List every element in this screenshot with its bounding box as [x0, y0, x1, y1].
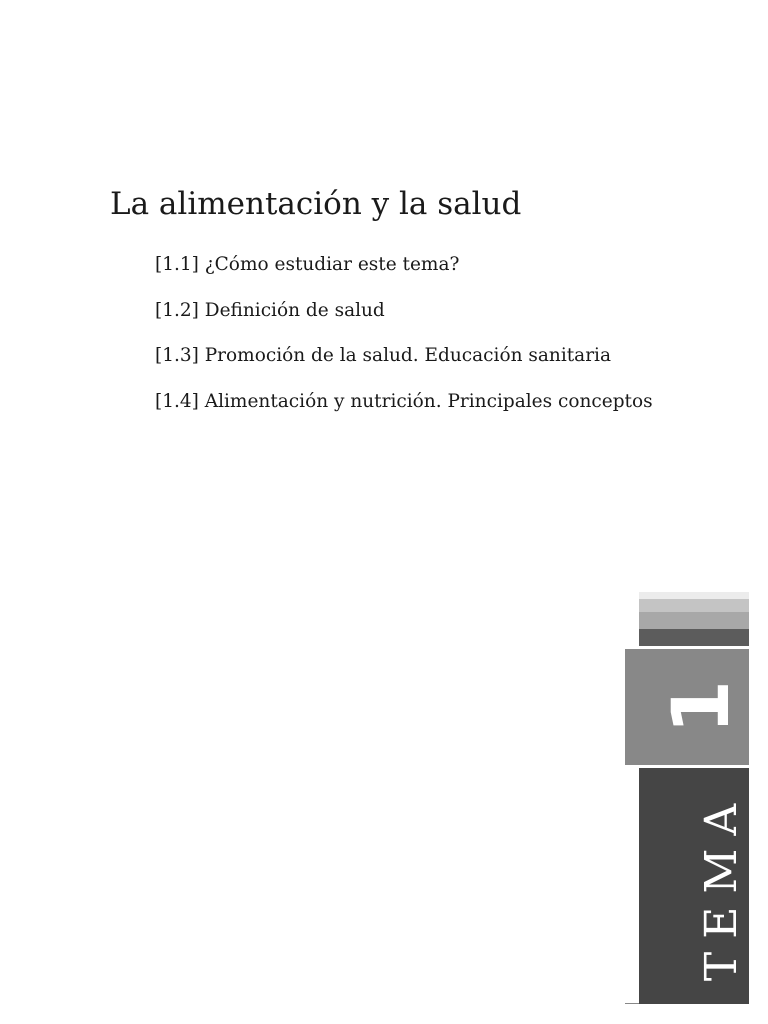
table-of-contents [155, 252, 653, 434]
toc-item-1-2: [1.2] Definición de salud [155, 299, 385, 321]
toc-item-1-3: [1.3] Promoción de la salud. Educación sanitaria [155, 345, 611, 366]
tab-stripe-light [639, 599, 749, 612]
toc-item-1-4: [1.4] Alimentación y nutrición. Principales conceptos [155, 390, 653, 412]
tab-stripe-dark [639, 629, 749, 646]
tab-bottom-rule [625, 1003, 639, 1004]
tab-stripe-lightest [639, 592, 749, 599]
chapter-label: TEMA [696, 790, 747, 982]
page-title: La alimentación y la salud [110, 186, 522, 222]
chapter-label-block [639, 768, 749, 1004]
chapter-number-block [625, 649, 749, 765]
tab-stripe-medium [639, 612, 749, 629]
chapter-number: 1 [657, 679, 748, 735]
toc-item-1-1: [1.1] ¿Cómo estudiar este tema? [155, 254, 460, 275]
